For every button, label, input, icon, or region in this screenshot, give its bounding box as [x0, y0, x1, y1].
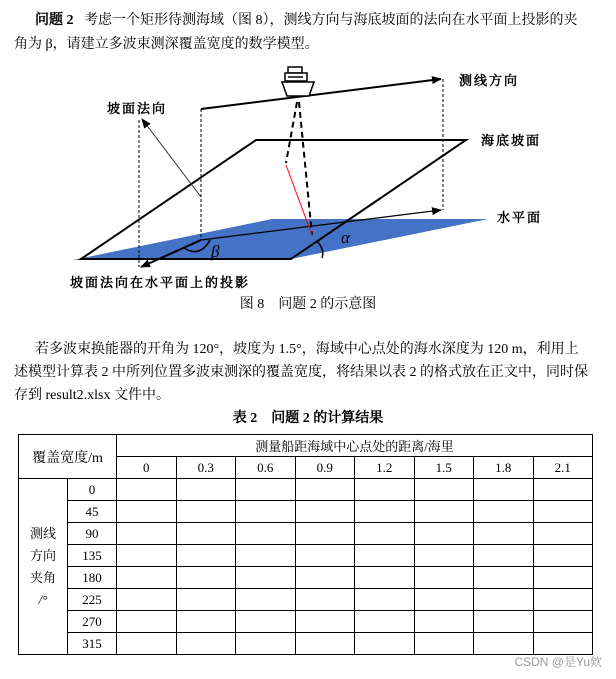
result-cell: [533, 611, 593, 633]
result-cell: [533, 479, 593, 501]
label-beta: β: [211, 242, 220, 261]
label-seabed-slope: 海底坡面: [481, 134, 542, 149]
result-cell: [414, 589, 474, 611]
result-cell: [355, 633, 415, 655]
row-group-label: [19, 479, 68, 655]
result-cell: [414, 545, 474, 567]
corner-label: 覆盖宽度/m: [19, 435, 117, 479]
result-cell: [414, 501, 474, 523]
row-header-angle: 315: [68, 633, 117, 655]
paragraph-line-2: 述模型计算表 2 中所列位置多波束测深的覆盖宽度，将结果以表 2 的格式放在正文中，同时保: [14, 365, 588, 380]
slope-normal-arrow: [142, 119, 201, 197]
result-cell: [414, 523, 474, 545]
table-title: 表 2 问题 2 的计算结果: [232, 411, 384, 426]
row-header-angle: 135: [68, 545, 117, 567]
problem-heading: 问题 2: [35, 13, 74, 28]
result-cell: [295, 611, 355, 633]
column-header: 0.6: [236, 457, 296, 479]
row-group-label-line: 测线: [29, 525, 56, 541]
result-cell: [533, 589, 593, 611]
table-row: [19, 479, 593, 501]
problem-text-1: 考虑一个矩形待测海域（图 8），测线方向与海底坡面的法向在水平面上投影的夹: [84, 13, 578, 28]
result-cell: [474, 589, 534, 611]
result-cell: [236, 523, 296, 545]
watermark: CSDN @是Yu欸: [514, 655, 602, 669]
paragraph-line-3: 存到 result2.xlsx 文件中。: [14, 388, 170, 403]
result-cell: [236, 567, 296, 589]
survey-line-arrow: [201, 79, 441, 109]
problem-line-2: 角为 β，请建立多波束测深覆盖宽度的数学模型。: [14, 37, 319, 52]
ship-icon: [282, 67, 314, 96]
result-cell: [474, 501, 534, 523]
result-cell: [474, 633, 534, 655]
result-cell: [236, 611, 296, 633]
result-cell: [474, 611, 534, 633]
result-cell: [117, 479, 177, 501]
result-cell: [355, 611, 415, 633]
result-cell: [533, 523, 593, 545]
column-header: 1.8: [474, 457, 534, 479]
row-header-angle: 90: [68, 523, 117, 545]
result-cell: [117, 633, 177, 655]
label-survey-direction: 测线方向: [459, 74, 520, 89]
schematic-figure: [0, 0, 616, 300]
result-cell: [474, 567, 534, 589]
result-cell: [117, 523, 177, 545]
result-cell: [533, 545, 593, 567]
table-row: [19, 523, 593, 545]
result-cell: [176, 545, 236, 567]
table-row: [19, 633, 593, 655]
result-cell: [355, 545, 415, 567]
horizontal-plane: [73, 219, 488, 260]
row-header-angle: 180: [68, 567, 117, 589]
result-cell: [533, 567, 593, 589]
results-table: [18, 434, 593, 655]
row-header-angle: 225: [68, 589, 117, 611]
label-alpha: α: [341, 228, 350, 247]
label-normal-projection: 坡面法向在水平面上的投影: [70, 276, 251, 291]
result-cell: [414, 567, 474, 589]
row-group-label-line: 夹角: [29, 569, 56, 585]
result-cell: [295, 479, 355, 501]
result-cell: [295, 567, 355, 589]
result-cell: [414, 633, 474, 655]
result-cell: [117, 501, 177, 523]
result-cell: [295, 589, 355, 611]
result-cell: [176, 611, 236, 633]
row-group-label-line: /°: [38, 591, 48, 607]
figure-caption: 图 8 问题 2 的示意图: [239, 297, 377, 312]
table-row: [19, 567, 593, 589]
result-cell: [176, 479, 236, 501]
result-cell: [236, 479, 296, 501]
column-group-label: 测量船距海域中心点处的距离/海里: [117, 435, 593, 457]
result-cell: [533, 501, 593, 523]
paragraph-line-1: 若多波束换能器的开角为 120°，坡度为 1.5°，海域中心点处的海水深度为 120 m，利用上: [35, 342, 579, 357]
column-header: 1.5: [414, 457, 474, 479]
beam-right: [299, 102, 312, 235]
column-header: 2.1: [533, 457, 593, 479]
result-cell: [117, 611, 177, 633]
result-cell: [355, 501, 415, 523]
table-row: [19, 589, 593, 611]
result-cell: [355, 589, 415, 611]
result-cell: [176, 633, 236, 655]
column-header: 0.9: [295, 457, 355, 479]
label-slope-normal: 坡面法向: [107, 102, 168, 117]
table-row: [19, 501, 593, 523]
result-cell: [414, 479, 474, 501]
result-cell: [355, 523, 415, 545]
result-cell: [295, 523, 355, 545]
result-cell: [355, 479, 415, 501]
table-row: [19, 611, 593, 633]
row-header-angle: 270: [68, 611, 117, 633]
result-cell: [295, 545, 355, 567]
column-header: 1.2: [355, 457, 415, 479]
result-cell: [474, 479, 534, 501]
column-header: 0: [117, 457, 177, 479]
result-cell: [295, 501, 355, 523]
result-cell: [236, 545, 296, 567]
result-cell: [533, 633, 593, 655]
result-cell: [295, 633, 355, 655]
column-header: 0.3: [176, 457, 236, 479]
result-cell: [176, 567, 236, 589]
beam-left: [286, 102, 297, 163]
result-cell: [474, 545, 534, 567]
result-cell: [236, 633, 296, 655]
row-header-angle: 45: [68, 501, 117, 523]
result-cell: [176, 523, 236, 545]
table-row: [19, 545, 593, 567]
result-cell: [474, 523, 534, 545]
result-cell: [355, 567, 415, 589]
result-cell: [414, 611, 474, 633]
row-group-label-line: 方向: [29, 547, 56, 563]
result-cell: [176, 501, 236, 523]
result-cell: [176, 589, 236, 611]
label-horizontal-plane: 水平面: [497, 211, 543, 226]
result-cell: [117, 589, 177, 611]
result-cell: [117, 567, 177, 589]
result-cell: [236, 589, 296, 611]
result-cell: [236, 501, 296, 523]
row-header-angle: 0: [68, 479, 117, 501]
result-cell: [117, 545, 177, 567]
